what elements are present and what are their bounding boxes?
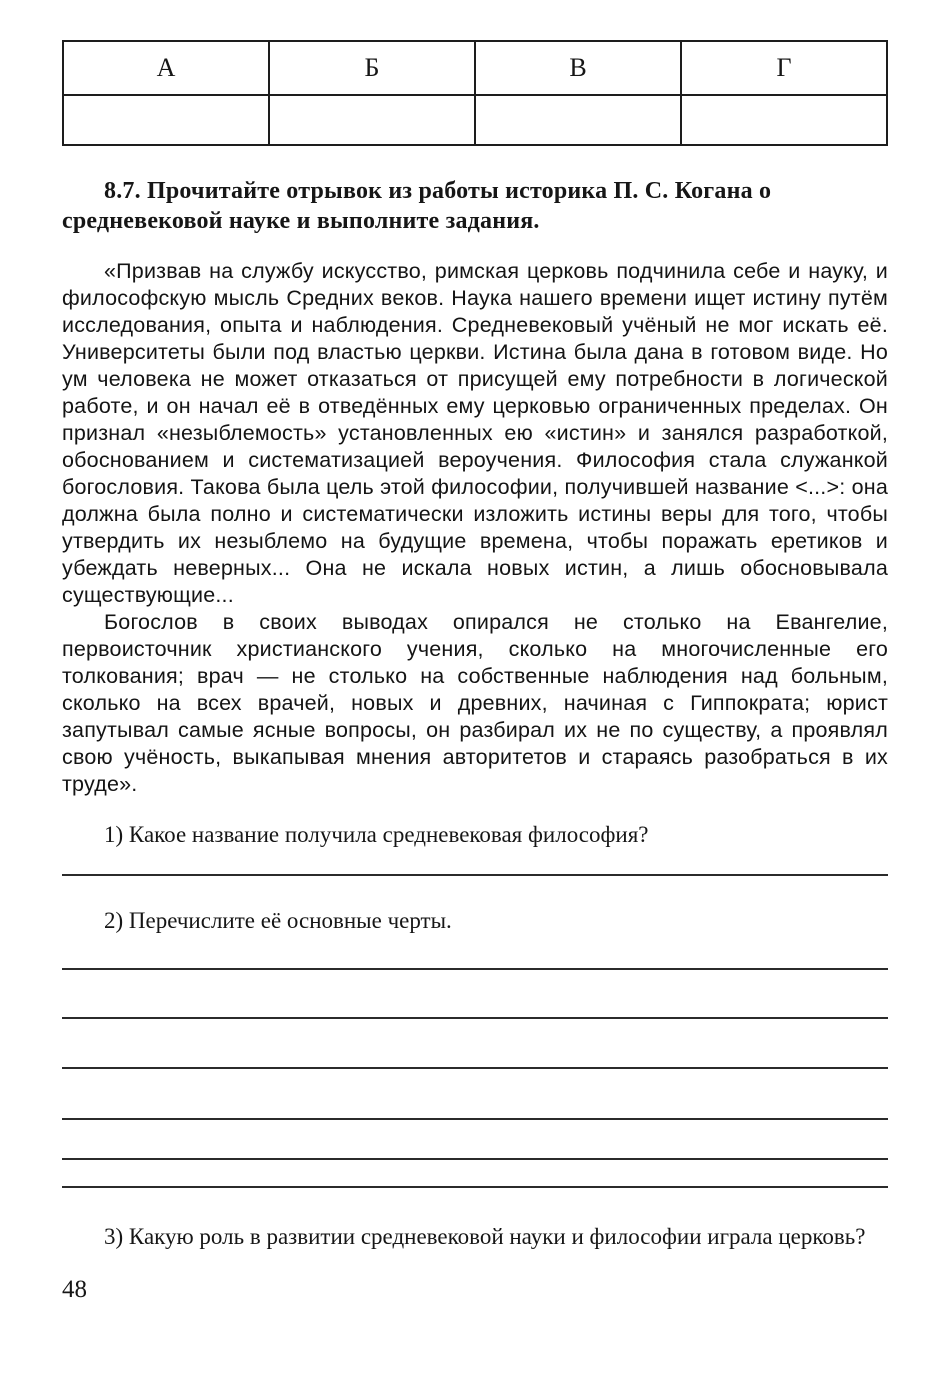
quote-paragraph-1: «Призвав на службу искусство, римская церковь подчинила себе и науку, и философскую мысль Средних веков. Наука нашего времени ищет истину путём исследования, опыта и наблюдения. Средневековый учёный не мог искать её. Университеты были под властью церкви. Истина была дана в готовом виде. Но ум человека не может отказаться от присущей ему потребности в логической работе, и он начал её в отведённых ему церковью ограниченных пределах. Он признал «незыблемость» установленных ею «истин» и занялся разработкой, обоснованием и систематизацией вероучения. Философия стала служанкой богословия. Такова была цель этой философии, получившей название <...>: она должна была полно и систематически изложить истины веры для того, чтобы утвердить их незыблемо на будущие времена, чтобы поражать еретиков и убеждать неверных... Она не искала новых истин, а лишь обосновывала существующие... <box>62 259 888 607</box>
question-2: 2) Перечислите её основные черты. <box>104 908 452 933</box>
quote-paragraph-2: Богослов в своих выводах опирался не столько на Евангелие, первоисточник христианского учения, сколько на многочисленные его толкования; врач — не столько на собственные наблюдения над больным, сколько на всех врачей, новых и древних, начиная с Гиппократа; юрист запутывал самые ясные вопросы, он разбирал их не по существу, а проявлял свою учёность, выкапывая мнения авторитетов и стараясь разобраться в их труде». <box>62 610 888 796</box>
answer-line <box>62 1118 888 1120</box>
answer-table-blank-row <box>63 95 887 145</box>
answer-line <box>62 968 888 970</box>
answer-table-header-a: А <box>63 41 269 95</box>
answer-line <box>62 1017 888 1019</box>
answer-line <box>62 874 888 876</box>
page-number: 48 <box>62 1276 87 1303</box>
answer-line <box>62 1158 888 1160</box>
answer-table-header-row <box>63 41 887 95</box>
exercise-heading: 8.7. Прочитайте отрывок из работы историка П. С. Когана о средневековой науке и выполните задания. <box>62 178 772 234</box>
answer-table-cell-v <box>475 95 681 145</box>
answer-table-cell-a <box>63 95 269 145</box>
answer-line <box>62 1186 888 1188</box>
question-1: 1) Какое название получила средневековая философия? <box>104 822 649 847</box>
answer-table-cell-g <box>681 95 887 145</box>
answer-table-header-g: Г <box>681 41 887 95</box>
answer-table-header-v: В <box>475 41 681 95</box>
answer-table-header-b: Б <box>269 41 475 95</box>
answer-line <box>62 1067 888 1069</box>
question-3: 3) Какую роль в развитии средневековой науки и философии играла церковь? <box>104 1224 866 1249</box>
answer-table <box>62 40 888 146</box>
answer-table-cell-b <box>269 95 475 145</box>
